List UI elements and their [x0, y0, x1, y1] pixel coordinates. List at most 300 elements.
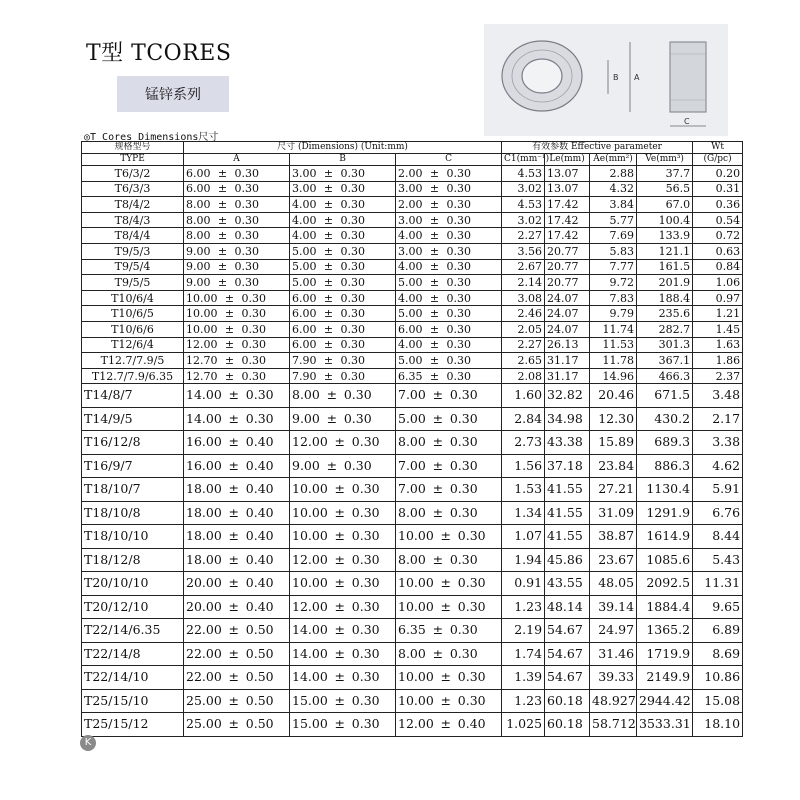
cell-c1: 1.23 — [502, 595, 545, 619]
table-row — [82, 689, 743, 713]
plus-minus-sign: ± — [217, 229, 228, 243]
dim-tolerance: 0.30 — [340, 353, 365, 367]
dim-tolerance: 0.30 — [446, 166, 471, 180]
cell-ae: 2.88 — [590, 166, 637, 182]
cell-wt: 2.37 — [693, 368, 743, 384]
dim-value: 8.00 — [186, 197, 211, 211]
cell-dim-b — [290, 181, 396, 197]
dim-value: 5.00 — [292, 260, 317, 274]
table-row — [82, 431, 743, 455]
dim-value: 14.00 — [186, 410, 222, 426]
table-row — [82, 290, 743, 306]
table-row — [82, 713, 743, 737]
table-row — [82, 212, 743, 228]
plus-minus-sign: ± — [334, 481, 346, 497]
cell-dim-a — [184, 713, 290, 737]
cell-c1: 1.94 — [502, 548, 545, 572]
cell-dim-a — [184, 290, 290, 306]
cell-wt: 15.08 — [693, 689, 743, 713]
cell-dim-a — [184, 642, 290, 666]
cell-type: T10/6/6 — [82, 321, 184, 337]
cell-dim-a — [184, 321, 290, 337]
cell-dim-a — [184, 501, 290, 525]
dim-tolerance: 0.30 — [234, 244, 259, 258]
cell-dim-b — [290, 337, 396, 353]
dim-value: 4.00 — [398, 338, 423, 352]
cell-dim-b — [290, 290, 396, 306]
cell-dim-b — [290, 525, 396, 549]
plus-minus-sign: ± — [429, 197, 440, 211]
plus-minus-sign: ± — [440, 692, 452, 708]
dim-value: 4.00 — [398, 291, 423, 305]
cell-type: T9/5/3 — [82, 243, 184, 259]
dim-value: 3.00 — [398, 213, 423, 227]
dim-tolerance: 0.30 — [449, 457, 478, 473]
dim-value: 22.00 — [186, 645, 222, 661]
cell-le: 24.07 — [545, 321, 590, 337]
plus-minus-sign: ± — [334, 645, 346, 661]
plus-minus-sign: ± — [432, 481, 444, 497]
dim-tolerance: 0.30 — [457, 575, 486, 591]
cell-c1: 4.53 — [502, 197, 545, 213]
plus-minus-sign: ± — [228, 551, 240, 567]
header-le: Le(mm) — [545, 154, 590, 166]
cell-dim-b — [290, 619, 396, 643]
dim-tolerance: 0.30 — [343, 410, 372, 426]
plus-minus-sign: ± — [440, 598, 452, 614]
plus-minus-sign: ± — [432, 434, 444, 450]
plus-minus-sign: ± — [334, 692, 346, 708]
dim-value: 9.00 — [292, 457, 320, 473]
cell-dim-b — [290, 572, 396, 596]
plus-minus-sign: ± — [334, 622, 346, 638]
dim-value: 3.00 — [292, 166, 317, 180]
table-row — [82, 197, 743, 213]
cell-le: 48.14 — [545, 595, 590, 619]
cell-dim-a — [184, 337, 290, 353]
plus-minus-sign: ± — [429, 213, 440, 227]
cell-type: T20/10/10 — [82, 572, 184, 596]
dim-value: 22.00 — [186, 622, 222, 638]
table-row — [82, 501, 743, 525]
dim-value: 2.00 — [398, 197, 423, 211]
cell-ve: 466.3 — [637, 368, 693, 384]
dim-value: 18.00 — [186, 551, 222, 567]
cell-ve: 188.4 — [637, 290, 693, 306]
dim-value: 6.00 — [186, 166, 211, 180]
cell-dim-a — [184, 181, 290, 197]
dim-value: 10.00 — [186, 307, 218, 321]
dim-tolerance: 0.30 — [351, 692, 380, 708]
dim-value: 6.35 — [398, 369, 423, 383]
cell-dim-c — [396, 525, 502, 549]
dim-tolerance: 0.30 — [457, 692, 486, 708]
cell-ve: 1719.9 — [637, 642, 693, 666]
dim-tolerance: 0.30 — [351, 528, 380, 544]
table-row — [82, 306, 743, 322]
cell-le: 24.07 — [545, 290, 590, 306]
dim-tolerance: 0.40 — [457, 716, 486, 732]
dim-value: 5.00 — [398, 410, 426, 426]
plus-minus-sign: ± — [432, 457, 444, 473]
dim-tolerance: 0.40 — [245, 575, 274, 591]
header-col-b: B — [290, 154, 396, 166]
cell-ve: 235.6 — [637, 306, 693, 322]
dim-tolerance: 0.30 — [234, 213, 259, 227]
cell-type: T18/10/8 — [82, 501, 184, 525]
cell-dim-b — [290, 321, 396, 337]
cell-dim-a — [184, 619, 290, 643]
cell-wt: 0.84 — [693, 259, 743, 275]
cell-type: T9/5/4 — [82, 259, 184, 275]
dim-tolerance: 0.40 — [245, 481, 274, 497]
dim-value: 8.00 — [398, 551, 426, 567]
cell-dim-b — [290, 197, 396, 213]
cell-le: 54.67 — [545, 619, 590, 643]
plus-minus-sign: ± — [429, 353, 440, 367]
dim-tolerance: 0.30 — [449, 645, 478, 661]
cell-dim-c — [396, 548, 502, 572]
cell-ae: 12.30 — [590, 407, 637, 431]
dim-value: 8.00 — [186, 213, 211, 227]
dim-value: 4.00 — [398, 260, 423, 274]
cell-wt: 0.20 — [693, 166, 743, 182]
dim-value: 15.00 — [292, 692, 328, 708]
cell-ae: 14.96 — [590, 368, 637, 384]
cell-dim-b — [290, 212, 396, 228]
dim-value: 14.00 — [292, 622, 328, 638]
plus-minus-sign: ± — [224, 307, 235, 321]
cell-ve: 1365.2 — [637, 619, 693, 643]
dim-tolerance: 0.30 — [340, 182, 365, 196]
cell-wt: 6.89 — [693, 619, 743, 643]
cell-c1: 2.73 — [502, 431, 545, 455]
table-row — [82, 275, 743, 291]
dim-tolerance: 0.30 — [351, 504, 380, 520]
cell-le: 32.82 — [545, 384, 590, 408]
cell-ve: 671.5 — [637, 384, 693, 408]
cell-c1: 2.05 — [502, 321, 545, 337]
cell-dim-c — [396, 243, 502, 259]
plus-minus-sign: ± — [228, 622, 240, 638]
cell-wt: 5.43 — [693, 548, 743, 572]
table-row — [82, 525, 743, 549]
dim-tolerance: 0.30 — [351, 575, 380, 591]
dim-value: 4.00 — [398, 229, 423, 243]
cell-le: 37.18 — [545, 454, 590, 478]
table-row — [82, 228, 743, 244]
cell-wt: 0.31 — [693, 181, 743, 197]
dim-tolerance: 0.30 — [446, 338, 471, 352]
cell-dim-c — [396, 290, 502, 306]
plus-minus-sign: ± — [429, 307, 440, 321]
cell-dim-b — [290, 353, 396, 369]
cell-c1: 2.08 — [502, 368, 545, 384]
cell-dim-a — [184, 212, 290, 228]
cell-c1: 2.46 — [502, 306, 545, 322]
cell-ae: 4.32 — [590, 181, 637, 197]
dim-value: 12.00 — [398, 716, 434, 732]
cell-dim-b — [290, 407, 396, 431]
cell-dim-b — [290, 275, 396, 291]
cell-wt: 8.44 — [693, 525, 743, 549]
cell-le: 54.67 — [545, 642, 590, 666]
cell-dim-b — [290, 501, 396, 525]
cell-ve: 282.7 — [637, 321, 693, 337]
dim-value: 25.00 — [186, 716, 222, 732]
cell-ae: 27.21 — [590, 478, 637, 502]
cell-wt: 10.86 — [693, 666, 743, 690]
cell-dim-c — [396, 228, 502, 244]
cell-dim-a — [184, 572, 290, 596]
dim-tolerance: 0.30 — [457, 598, 486, 614]
dim-value: 10.00 — [398, 692, 434, 708]
dim-value: 7.90 — [292, 353, 317, 367]
plus-minus-sign: ± — [323, 182, 334, 196]
dim-tolerance: 0.30 — [446, 197, 471, 211]
header-type-cn: 规格型号 — [82, 142, 184, 154]
plus-minus-sign: ± — [323, 229, 334, 243]
dim-value: 10.00 — [292, 528, 328, 544]
dim-value: 7.00 — [398, 481, 426, 497]
cell-wt: 3.38 — [693, 431, 743, 455]
plus-minus-sign: ± — [432, 645, 444, 661]
plus-minus-sign: ± — [224, 291, 235, 305]
plus-minus-sign: ± — [334, 528, 346, 544]
cell-dim-b — [290, 478, 396, 502]
cell-ve: 1085.6 — [637, 548, 693, 572]
cell-dim-c — [396, 275, 502, 291]
plus-minus-sign: ± — [217, 260, 228, 274]
cell-ae: 23.67 — [590, 548, 637, 572]
cell-ae: 11.53 — [590, 337, 637, 353]
plus-minus-sign: ± — [217, 166, 228, 180]
cell-c1: 3.08 — [502, 290, 545, 306]
dim-tolerance: 0.30 — [351, 551, 380, 567]
cell-ve: 121.1 — [637, 243, 693, 259]
dim-tolerance: 0.30 — [446, 322, 471, 336]
dim-tolerance: 0.30 — [446, 213, 471, 227]
cell-le: 20.77 — [545, 275, 590, 291]
cell-wt: 0.72 — [693, 228, 743, 244]
dim-value: 10.00 — [398, 598, 434, 614]
dim-tolerance: 0.30 — [340, 166, 365, 180]
cell-type: T6/3/2 — [82, 166, 184, 182]
cell-le: 41.55 — [545, 478, 590, 502]
cell-ae: 20.46 — [590, 384, 637, 408]
cell-type: T20/12/10 — [82, 595, 184, 619]
dim-tolerance: 0.30 — [340, 307, 365, 321]
cell-dim-c — [396, 407, 502, 431]
cell-le: 60.18 — [545, 713, 590, 737]
dim-tolerance: 0.30 — [241, 307, 266, 321]
header-type-en: TYPE — [82, 154, 184, 166]
dim-tolerance: 0.30 — [446, 369, 471, 383]
dim-tolerance: 0.30 — [351, 645, 380, 661]
plus-minus-sign: ± — [334, 669, 346, 685]
header-dimensions: 尺寸 (Dimensions) (Unit:mm) — [184, 142, 502, 154]
dim-value: 10.00 — [398, 575, 434, 591]
cell-type: T18/10/10 — [82, 525, 184, 549]
table-row — [82, 181, 743, 197]
cell-type: T10/6/5 — [82, 306, 184, 322]
plus-minus-sign: ± — [429, 182, 440, 196]
cell-le: 26.13 — [545, 337, 590, 353]
dim-value: 10.00 — [398, 669, 434, 685]
cell-dim-c — [396, 337, 502, 353]
cell-dim-c — [396, 181, 502, 197]
cell-le: 13.07 — [545, 166, 590, 182]
cell-dim-c — [396, 713, 502, 737]
dim-value: 4.00 — [292, 197, 317, 211]
plus-minus-sign: ± — [326, 387, 338, 403]
cell-dim-c — [396, 384, 502, 408]
plus-minus-sign: ± — [429, 322, 440, 336]
cell-ve: 67.0 — [637, 197, 693, 213]
ring-hole — [522, 59, 562, 93]
dim-value: 9.00 — [186, 275, 211, 289]
table-row — [82, 548, 743, 572]
cell-type: T22/14/8 — [82, 642, 184, 666]
cell-dim-c — [396, 642, 502, 666]
plus-minus-sign: ± — [429, 291, 440, 305]
dim-value: 8.00 — [292, 387, 320, 403]
cell-ve: 3533.31 — [637, 713, 693, 737]
cell-ve: 2944.42 — [637, 689, 693, 713]
cell-c1: 2.14 — [502, 275, 545, 291]
cell-c1: 2.65 — [502, 353, 545, 369]
table-row — [82, 595, 743, 619]
cell-ae: 5.83 — [590, 243, 637, 259]
dim-value: 3.00 — [292, 182, 317, 196]
cell-dim-a — [184, 306, 290, 322]
plus-minus-sign: ± — [432, 387, 444, 403]
dim-value: 4.00 — [292, 213, 317, 227]
cell-c1: 2.19 — [502, 619, 545, 643]
cell-c1: 1.56 — [502, 454, 545, 478]
dim-value: 6.00 — [292, 322, 317, 336]
cell-ae: 5.77 — [590, 212, 637, 228]
dim-tolerance: 0.30 — [449, 410, 478, 426]
plus-minus-sign: ± — [334, 716, 346, 732]
cell-dim-b — [290, 642, 396, 666]
plus-minus-sign: ± — [432, 504, 444, 520]
plus-minus-sign: ± — [323, 213, 334, 227]
cell-c1: 3.02 — [502, 181, 545, 197]
dim-tolerance: 0.30 — [446, 244, 471, 258]
table-row — [82, 321, 743, 337]
cell-dim-c — [396, 454, 502, 478]
cell-c1: 1.23 — [502, 689, 545, 713]
plus-minus-sign: ± — [228, 410, 240, 426]
dim-tolerance: 0.30 — [340, 197, 365, 211]
plus-minus-sign: ± — [228, 692, 240, 708]
dim-value: 10.00 — [186, 322, 218, 336]
plus-minus-sign: ± — [440, 528, 452, 544]
plus-minus-sign: ± — [323, 338, 334, 352]
dim-tolerance: 0.30 — [351, 716, 380, 732]
cell-ve: 161.5 — [637, 259, 693, 275]
plus-minus-sign: ± — [323, 353, 334, 367]
table-row — [82, 478, 743, 502]
plus-minus-sign: ± — [224, 338, 235, 352]
cell-wt: 11.31 — [693, 572, 743, 596]
dim-tolerance: 0.30 — [446, 182, 471, 196]
cell-dim-c — [396, 353, 502, 369]
dim-value: 9.00 — [292, 410, 320, 426]
cell-le: 45.86 — [545, 548, 590, 572]
plus-minus-sign: ± — [323, 291, 334, 305]
dim-value: 20.00 — [186, 575, 222, 591]
dim-tolerance: 0.30 — [446, 229, 471, 243]
cell-ve: 56.5 — [637, 181, 693, 197]
cell-le: 60.18 — [545, 689, 590, 713]
dim-tolerance: 0.50 — [245, 669, 274, 685]
cell-c1: 2.27 — [502, 337, 545, 353]
plus-minus-sign: ± — [228, 598, 240, 614]
cell-dim-a — [184, 407, 290, 431]
cell-c1: 3.56 — [502, 243, 545, 259]
cell-ve: 1130.4 — [637, 478, 693, 502]
table-row — [82, 407, 743, 431]
cell-dim-b — [290, 259, 396, 275]
header-effective: 有效参数 Effective parameter — [502, 142, 693, 154]
dim-tolerance: 0.30 — [446, 307, 471, 321]
cell-type: T22/14/10 — [82, 666, 184, 690]
plus-minus-sign: ± — [224, 369, 235, 383]
cell-le: 34.98 — [545, 407, 590, 431]
cell-ve: 37.7 — [637, 166, 693, 182]
plus-minus-sign: ± — [440, 669, 452, 685]
cell-dim-a — [184, 454, 290, 478]
plus-minus-sign: ± — [429, 260, 440, 274]
table-row — [82, 243, 743, 259]
cell-dim-a — [184, 275, 290, 291]
cell-dim-a — [184, 197, 290, 213]
plus-minus-sign: ± — [228, 504, 240, 520]
cell-dim-a — [184, 431, 290, 455]
plus-minus-sign: ± — [432, 622, 444, 638]
cell-ae: 23.84 — [590, 454, 637, 478]
dim-tolerance: 0.30 — [234, 260, 259, 274]
cell-dim-b — [290, 713, 396, 737]
cell-c1: 2.84 — [502, 407, 545, 431]
cell-ve: 1884.4 — [637, 595, 693, 619]
cell-dim-b — [290, 689, 396, 713]
cell-wt: 4.62 — [693, 454, 743, 478]
plus-minus-sign: ± — [429, 338, 440, 352]
cell-c1: 0.91 — [502, 572, 545, 596]
header-c1: C1(mm⁻¹) — [502, 154, 545, 166]
dim-value: 8.00 — [398, 645, 426, 661]
cell-ae: 3.84 — [590, 197, 637, 213]
dim-value: 18.00 — [186, 504, 222, 520]
plus-minus-sign: ± — [429, 369, 440, 383]
dim-tolerance: 0.40 — [245, 551, 274, 567]
cell-wt: 5.91 — [693, 478, 743, 502]
cell-ae: 31.46 — [590, 642, 637, 666]
cell-type: T9/5/5 — [82, 275, 184, 291]
dim-tolerance: 0.30 — [343, 387, 372, 403]
cell-ae: 48.927 — [590, 689, 637, 713]
plus-minus-sign: ± — [429, 275, 440, 289]
cell-dim-b — [290, 306, 396, 322]
cell-dim-c — [396, 431, 502, 455]
cell-dim-b — [290, 243, 396, 259]
table-row — [82, 454, 743, 478]
cell-ae: 7.69 — [590, 228, 637, 244]
table-row — [82, 368, 743, 384]
